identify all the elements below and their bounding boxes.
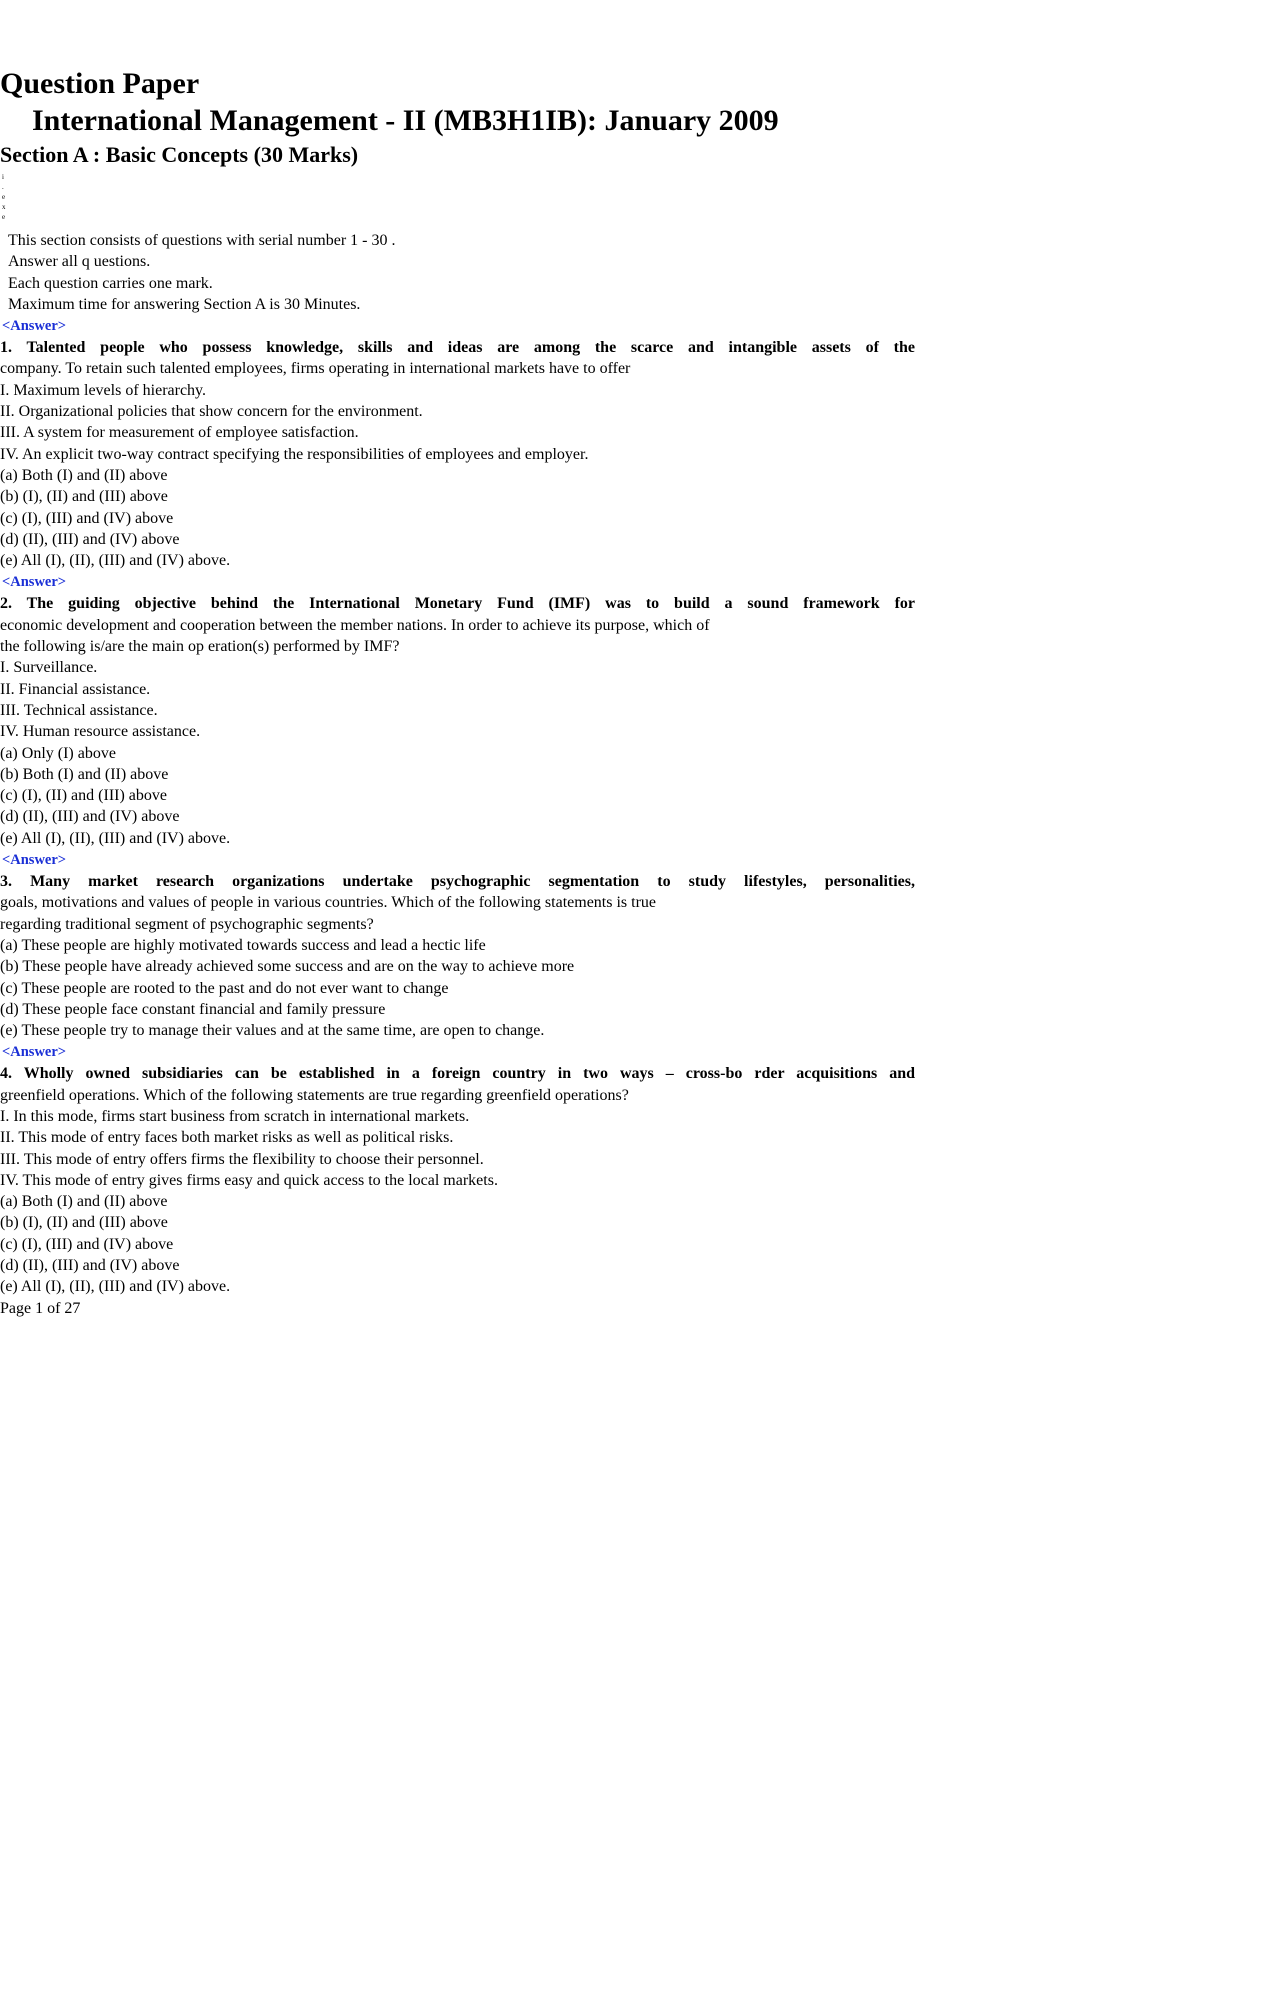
question-3 <box>0 849 915 1041</box>
answer-option: (b) Both (I) and (II) above <box>0 765 169 783</box>
answer-option: (c) (I), (III) and (IV) above <box>0 1235 174 1253</box>
question-stem: 3. Many market research organizations undertake psychographic segmentation to study lifestyles, personalities, <box>0 873 915 891</box>
instruction-line: This section consists of questions with serial number 1 - 30 . <box>8 232 396 249</box>
answer-option: (a) Both (I) and (II) above <box>0 1193 168 1211</box>
question-stem: 2. The guiding objective behind the International Monetary Fund (IMF) was to build a sound framework for <box>0 595 915 613</box>
answer-option: (c) (I), (III) and (IV) above <box>0 509 174 527</box>
question-stem-continued: economic development and cooperation between the member nations. In order to achieve its purpose, which of <box>0 616 710 634</box>
side-tick: e <box>2 193 6 201</box>
question-statement: I. Surveillance. <box>0 659 98 677</box>
question-stem-continued: greenfield operations. Which of the following statements are true regarding greenfield operations? <box>0 1086 629 1104</box>
paper-subtitle: International Management - II (MB3H1IB): January 2009 <box>32 104 779 137</box>
question-statement: III. This mode of entry offers firms the flexibility to choose their personnel. <box>0 1150 484 1168</box>
question-statement: II. This mode of entry faces both market risks as well as political risks. <box>0 1129 454 1147</box>
answer-option: (a) Only (I) above <box>0 744 116 762</box>
page-footer: Page 1 of 27 <box>0 1299 81 1317</box>
question-paper-page <box>0 66 915 1319</box>
side-tick: i <box>2 173 4 181</box>
question-4 <box>0 1041 915 1297</box>
answer-option: (d) (II), (III) and (IV) above <box>0 808 180 826</box>
page-title: Question Paper <box>0 67 200 100</box>
answer-option: (b) These people have already achieved some success and are on the way to achieve more <box>0 958 575 976</box>
question-statement: IV. Human resource assistance. <box>0 723 201 741</box>
question-statement: I. In this mode, firms start business from scratch in international markets. <box>0 1107 470 1125</box>
answer-option: (a) Both (I) and (II) above <box>0 466 168 484</box>
question-statement: II. Financial assistance. <box>0 680 151 698</box>
question-list <box>0 315 915 1297</box>
question-statement: IV. This mode of entry gives firms easy and quick access to the local markets. <box>0 1171 498 1189</box>
instruction-line: Maximum time for answering Section A is 30 Minutes. <box>8 295 361 313</box>
answer-option: (e) All (I), (II), (III) and (IV) above. <box>0 829 231 847</box>
answer-link[interactable]: <Answer> <box>2 574 67 591</box>
question-1 <box>0 315 915 571</box>
question-stem-continued: the following is/are the main op eration(s) performed by IMF? <box>0 638 400 656</box>
answer-option: (a) These people are highly motivated towards success and lead a hectic life <box>0 936 486 954</box>
answer-link[interactable]: <Answer> <box>2 1044 67 1061</box>
answer-link[interactable]: <Answer> <box>2 852 67 869</box>
side-tick: . <box>2 183 4 191</box>
answer-option: (b) (I), (II) and (III) above <box>0 488 168 506</box>
answer-option: (c) These people are rooted to the past and do not ever want to change <box>0 979 449 997</box>
question-statement: II. Organizational policies that show concern for the environment. <box>0 403 423 421</box>
instructions <box>8 230 915 315</box>
answer-option: (e) All (I), (II), (III) and (IV) above. <box>0 552 231 570</box>
question-stem-continued: regarding traditional segment of psychographic segments? <box>0 915 374 933</box>
question-2 <box>0 571 915 849</box>
question-stem-continued: company. To retain such talented employees, firms operating in international markets have to offer <box>0 360 631 378</box>
question-statement: I. Maximum levels of hierarchy. <box>0 381 207 399</box>
answer-option: (e) All (I), (II), (III) and (IV) above. <box>0 1278 231 1296</box>
question-stem: 1. Talented people who possess knowledge, skills and ideas are among the scarce and intangible assets of the <box>0 339 915 357</box>
answer-option: (d) (II), (III) and (IV) above <box>0 1257 180 1275</box>
answer-link[interactable]: <Answer> <box>2 318 67 335</box>
answer-option: (b) (I), (II) and (III) above <box>0 1214 168 1232</box>
answer-option: (e) These people try to manage their values and at the same time, are open to change. <box>0 1022 545 1040</box>
instruction-line: Each question carries one mark. <box>8 274 213 292</box>
question-statement: IV. An explicit two-way contract specifying the responsibilities of employees and employer. <box>0 445 589 463</box>
answer-option: (c) (I), (II) and (III) above <box>0 787 167 805</box>
side-ticks <box>2 172 8 222</box>
question-statement: III. Technical assistance. <box>0 701 158 719</box>
answer-option: (d) (II), (III) and (IV) above <box>0 530 180 548</box>
instruction-line: Answer all q uestions. <box>8 253 151 271</box>
answer-option: (d) These people face constant financial and family pressure <box>0 1000 386 1018</box>
side-tick: e <box>2 213 6 221</box>
question-stem-continued: goals, motivations and values of people in various countries. Which of the following statements is true <box>0 894 657 912</box>
question-statement: III. A system for measurement of employee satisfaction. <box>0 424 359 442</box>
section-heading: Section A : Basic Concepts (30 Marks) <box>0 142 359 167</box>
question-stem: 4. Wholly owned subsidiaries can be established in a foreign country in two ways – cross-bo rder acquisitions and <box>0 1065 915 1083</box>
side-tick: x <box>2 203 6 211</box>
